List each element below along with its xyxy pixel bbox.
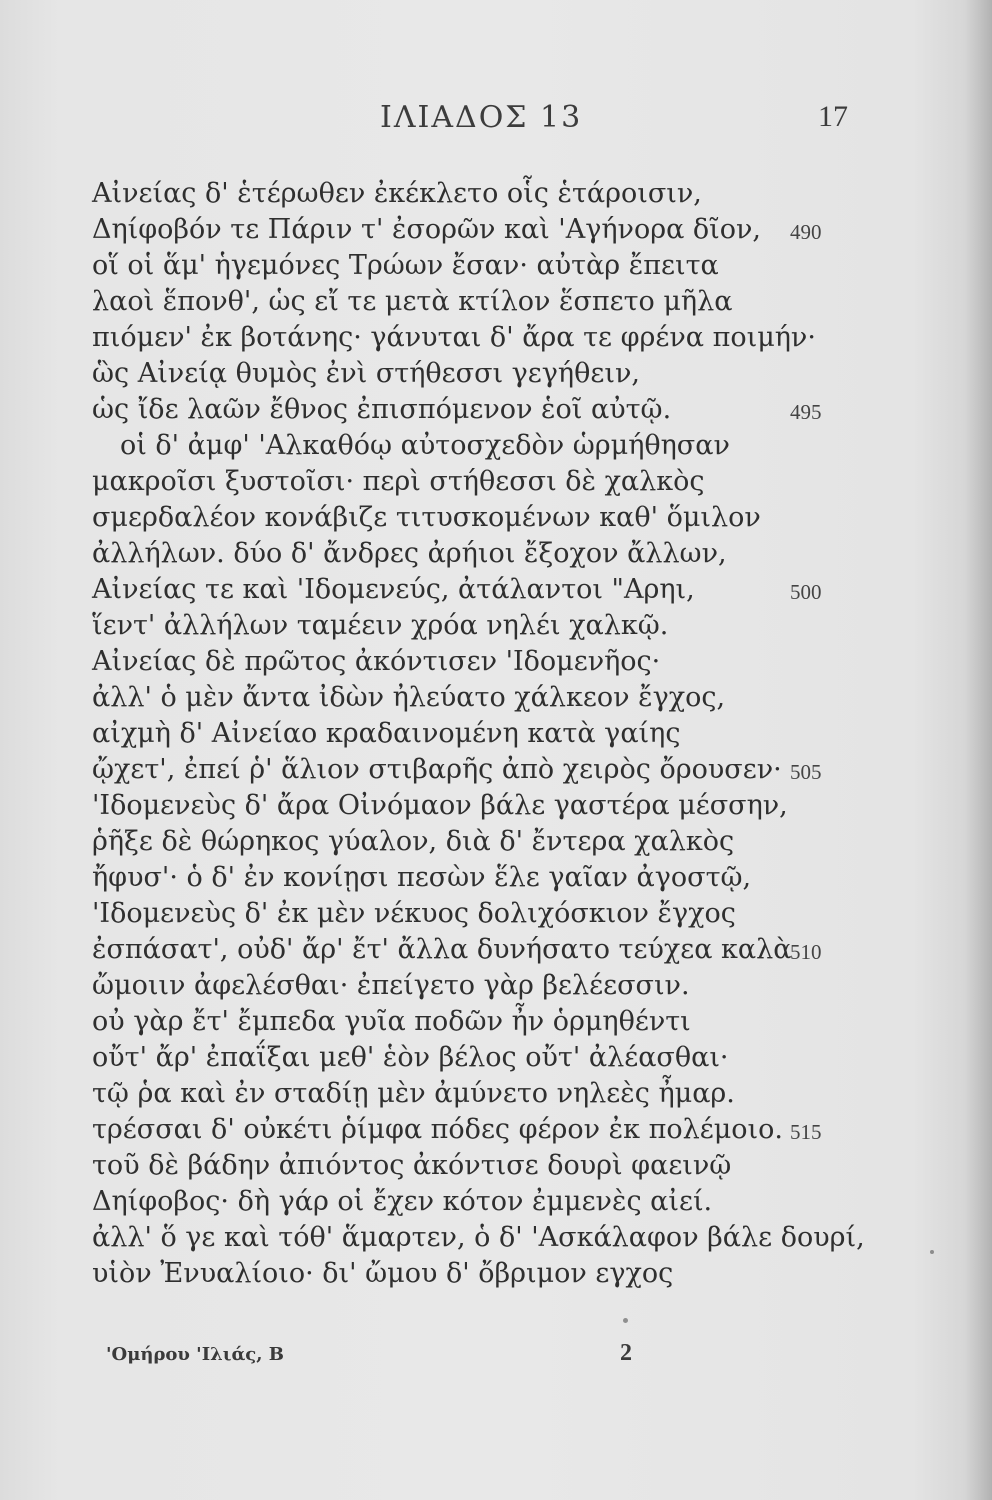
verse-line: Αἰνείας δὲ πρῶτος ἀκόντισεν 'Ιδομενῆος·	[92, 646, 661, 677]
page-edge-shadow	[964, 0, 992, 1500]
ink-speck	[623, 1318, 628, 1323]
signature-mark: 2	[620, 1340, 632, 1366]
verse-line: Δηίφοβόν τε Πάριν τ' ἐσορῶν καὶ 'Αγήνορα δῖον,	[92, 214, 761, 245]
running-title: ΙΛΙΑΔΟΣ 13	[380, 100, 583, 135]
verse-line: ἀλλήλων. δύο δ' ἄνδρες ἀρήιοι ἔξοχον ἄλλων,	[92, 538, 727, 569]
verse-line: πιόμεν' ἐκ βοτάνης· γάνυται δ' ἄρα τε φρένα ποιμήν·	[92, 322, 816, 353]
verse-line: ἤφυσ'· ὁ δ' ἐν κονίῃσι πεσὼν ἕλε γαῖαν ἀγοστῷ,	[92, 862, 752, 893]
verse-line: ὣς Αἰνείᾳ θυμὸς ἐνὶ στήθεσσι γεγήθειν,	[92, 358, 640, 389]
verse-line: Αἰνείας τε καὶ 'Ιδομενεύς, ἀτάλαντοι "Αρηι,	[92, 574, 695, 605]
verse-line: υἱὸν Ἐνυαλίοιο· δι' ὤμου δ' ὄβριμον εγχος	[92, 1258, 674, 1289]
verse-line: τρέσσαι δ' οὐκέτι ῥίμφα πόδες φέρον ἐκ πολέμοιο.	[92, 1114, 783, 1145]
verse-line: 'Ιδομενεὺς δ' ἄρα Οἰνόμαον βάλε γαστέρα μέσσην,	[92, 790, 788, 821]
verse-line: ὤμοιιν ἀφελέσθαι· ἐπείγετο γὰρ βελέεσσιν.	[92, 970, 690, 1001]
line-number: 490	[790, 220, 822, 244]
verse-line: τῷ ῥα καὶ ἐν σταδίῃ μὲν ἀμύνετο νηλεὲς ἦμαρ.	[92, 1078, 735, 1109]
verse-line: οἵ οἱ ἅμ' ἡγεμόνες Τρώων ἔσαν· αὐτὰρ ἔπειτα	[92, 250, 719, 281]
line-number: 510	[790, 940, 822, 964]
ink-speck	[930, 1250, 934, 1254]
line-number: 505	[790, 760, 822, 784]
verse-line: οἱ δ' ἀμφ' 'Αλκαθόῳ αὐτοσχεδὸν ὡρμήθησαν	[120, 430, 730, 461]
verse-line: ἀλλ' ὁ μὲν ἄντα ἰδὼν ἠλεύατο χάλκεον ἔγχος,	[92, 682, 726, 713]
verse-line: ἐσπάσατ', οὐδ' ἄρ' ἔτ' ἄλλα δυνήσατο τεύχεα καλὰ	[92, 934, 792, 965]
verse-line: ᾤχετ', ἐπεί ῥ' ἅλιον στιβαρῆς ἀπὸ χειρὸς ὄρουσεν·	[92, 754, 782, 785]
verse-line: οὔτ' ἄρ' ἐπαΐξαι μεθ' ἑὸν βέλος οὔτ' ἀλέασθαι·	[92, 1042, 729, 1073]
verse-line: ἵεντ' ἀλλήλων ταμέειν χρόα νηλέι χαλκῷ.	[92, 610, 669, 641]
verse-line: οὐ γὰρ ἔτ' ἔμπεδα γυῖα ποδῶν ἦν ὁρμηθέντι	[92, 1006, 691, 1037]
verse-line: Αἰνείας δ' ἑτέρωθεν ἐκέκλετο οἷς ἑτάροισιν,	[92, 178, 702, 209]
verse-line: τοῦ δὲ βάδην ἀπιόντος ἀκόντισε δουρὶ φαεινῷ	[92, 1150, 732, 1181]
page-number: 17	[818, 100, 848, 133]
verse-line: μακροῖσι ξυστοῖσι· περὶ στήθεσσι δὲ χαλκὸς	[92, 466, 705, 497]
verse-line: ἀλλ' ὅ γε καὶ τόθ' ἅμαρτεν, ὁ δ' 'Ασκάλαφον βάλε δουρί,	[92, 1222, 865, 1253]
line-number: 500	[790, 580, 822, 604]
line-number: 495	[790, 400, 822, 424]
verse-line: ῥῆξε δὲ θώρηκος γύαλον, διὰ δ' ἔντερα χαλκὸς	[92, 826, 735, 857]
verse-line: Δηίφοβος· δὴ γάρ οἱ ἔχεν κότον ἐμμενὲς αἰεί.	[92, 1186, 713, 1217]
verse-line: λαοὶ ἕπονθ', ὡς εἴ τε μετὰ κτίλον ἕσπετο μῆλα	[92, 286, 733, 317]
verse-line: 'Ιδομενεὺς δ' ἐκ μὲν νέκυος δολιχόσκιον ἔγχος	[92, 898, 736, 929]
verse-line: αἰχμὴ δ' Αἰνείαο κραδαινομένη κατὰ γαίης	[92, 718, 681, 749]
verse-line: σμερδαλέον κονάβιζε τιτυσκομένων καθ' ὅμιλον	[92, 502, 761, 533]
book-title-footer: 'Ομήρου 'Ιλιάς, Β	[106, 1344, 285, 1365]
line-number: 515	[790, 1120, 822, 1144]
verse-line: ὡς ἴδε λαῶν ἔθνος ἐπισπόμενον ἑοῖ αὐτῷ.	[92, 394, 672, 425]
